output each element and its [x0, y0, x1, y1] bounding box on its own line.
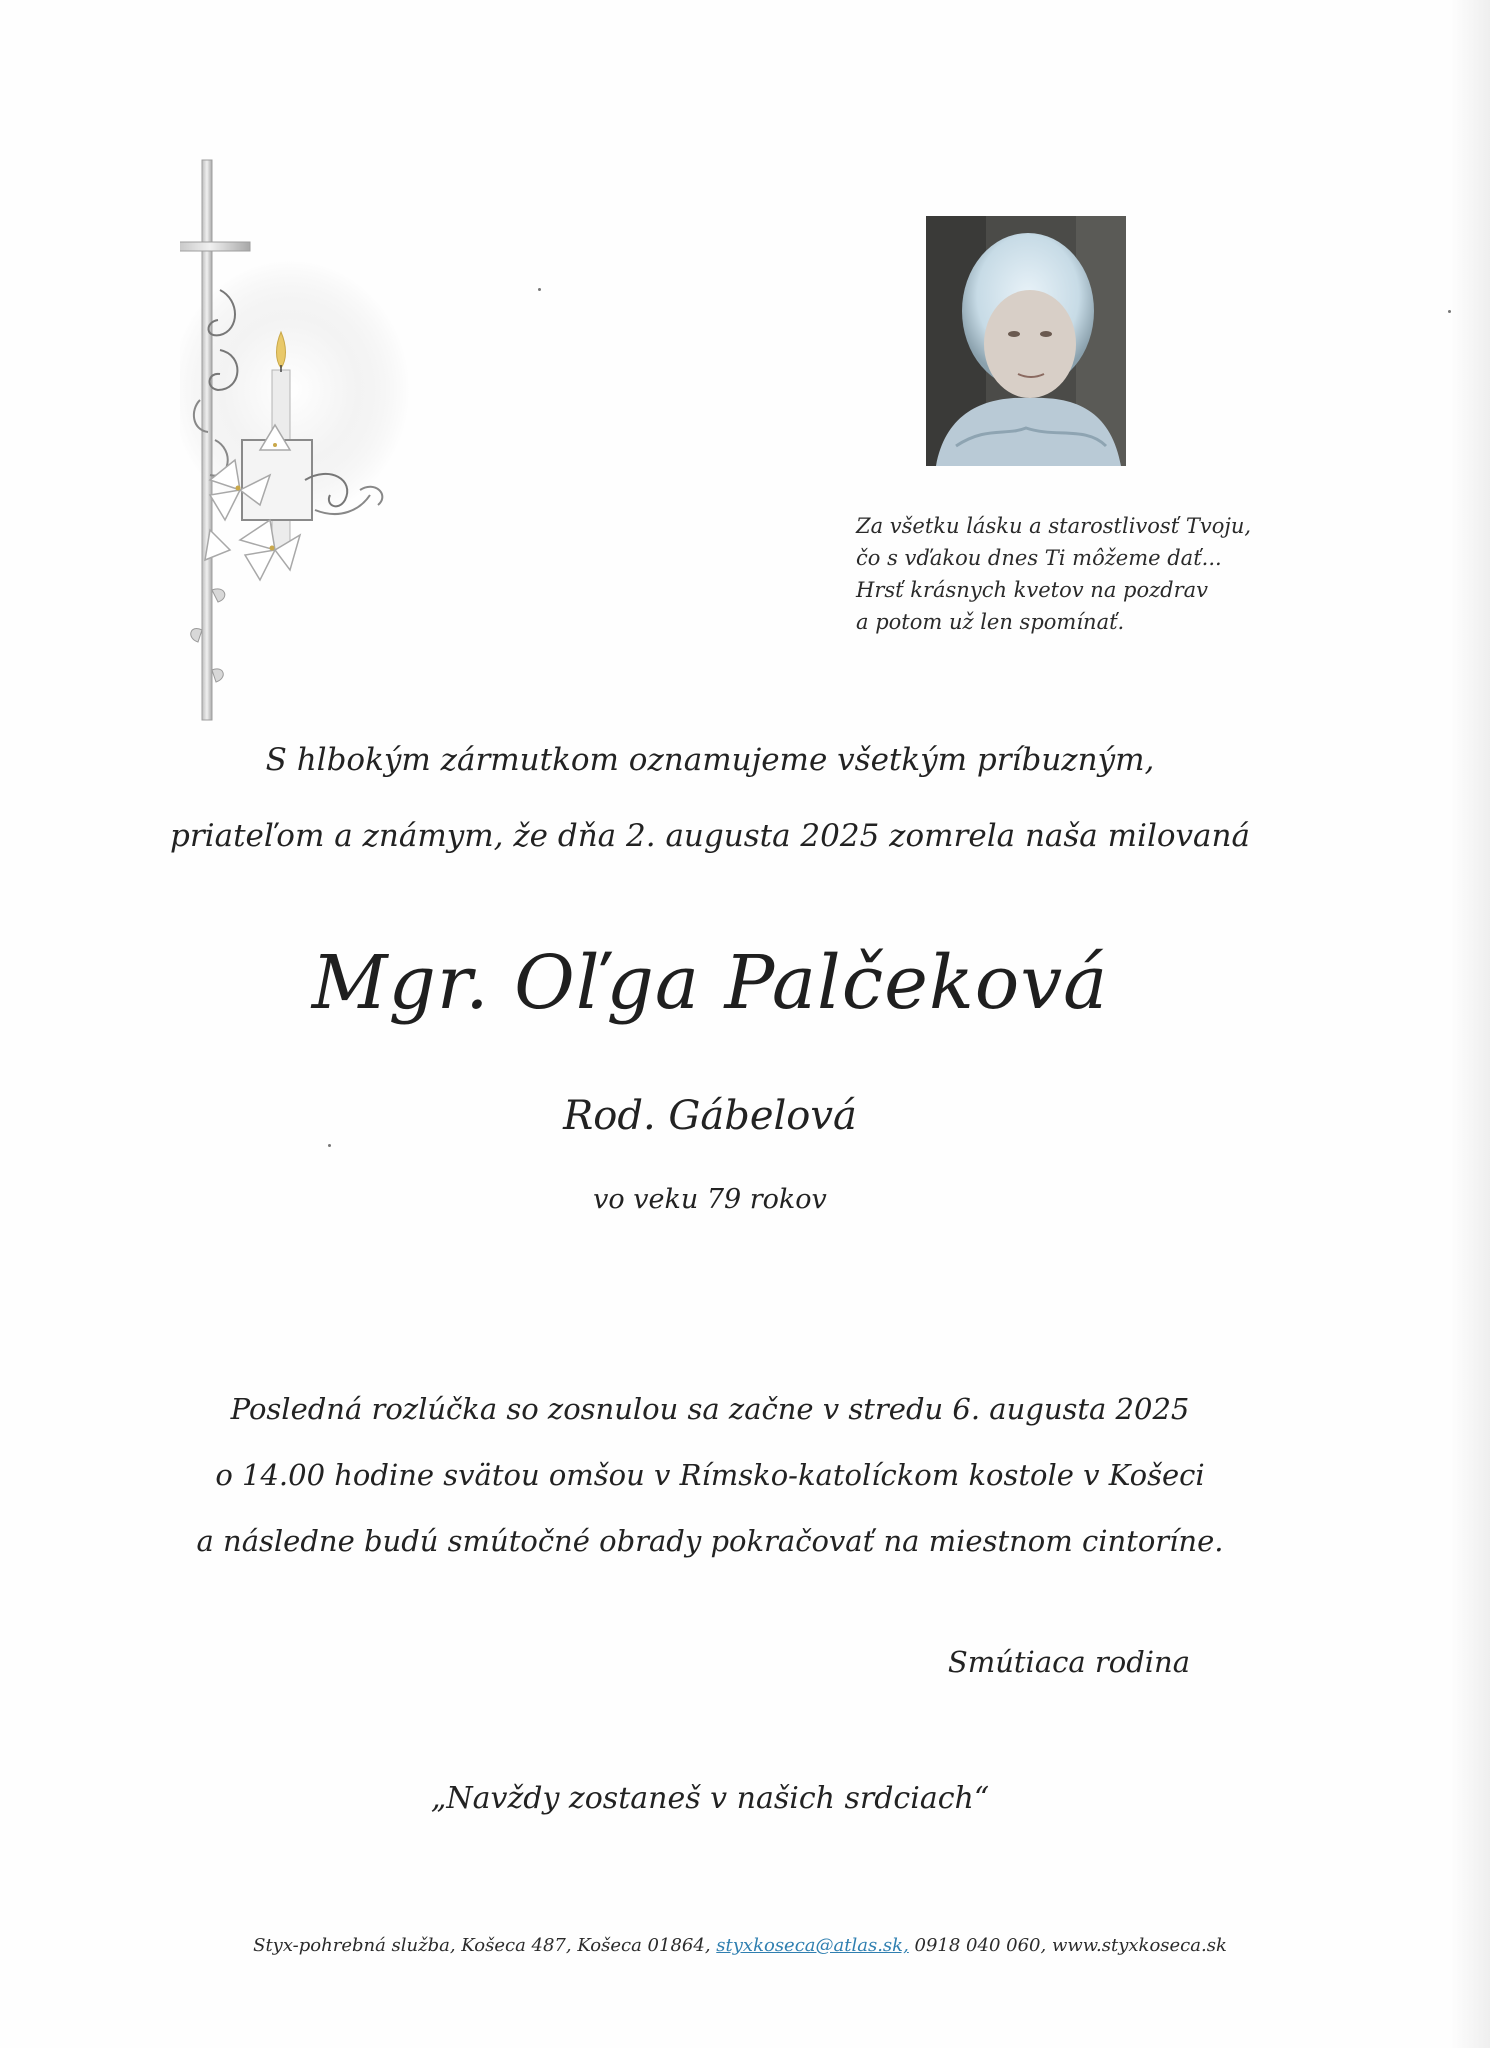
verse-line: Hrsť krásnych kvetov na pozdrav	[856, 578, 1209, 602]
portrait-photo	[926, 216, 1126, 466]
family-signature: Smútiaca rodina	[947, 1645, 1190, 1679]
cross-candle-lily-icon	[180, 150, 460, 750]
website-link[interactable]: www.styxkoseca.sk	[1051, 1935, 1227, 1956]
verse-line: čo s vďakou dnes Ti môžeme dať...	[856, 546, 1222, 570]
verse-line: Za všetku lásku a starostlivosť Tvoju,	[856, 514, 1252, 538]
funeral-details	[0, 1376, 1420, 1574]
email-link[interactable]: styxkoseca@atlas.sk,	[716, 1935, 909, 1956]
announcement-line: priateľom a známym, že dňa 2. augusta 2025 zomrela naša milovaná	[170, 818, 1250, 854]
funeral-line: o 14.00 hodine svätou omšou v Rímsko-katolíckom kostole v Košeci	[215, 1458, 1205, 1492]
scan-edge-shadow	[1450, 0, 1490, 2048]
announcement-text	[0, 722, 1420, 874]
funeral-line: a následne budú smútočné obrady pokračovať na miestnom cintoríne.	[196, 1524, 1224, 1558]
funeral-service-footer	[0, 1932, 1480, 1960]
scan-speck	[328, 1144, 331, 1147]
company-info: Styx-pohrebná služba, Košeca 487, Košeca 01864,	[253, 1935, 711, 1956]
verse-line: a potom už len spomínať.	[856, 610, 1125, 634]
scan-speck	[538, 288, 541, 291]
announcement-line: S hlbokým zármutkom oznamujeme všetkým príbuzným,	[265, 742, 1155, 778]
phone-number: 0918 040 060,	[914, 1935, 1047, 1956]
age-text: vo veku 79 rokov	[593, 1184, 827, 1215]
funeral-line: Posledná rozlúčka so zosnulou sa začne v stredu 6. augusta 2025	[230, 1392, 1190, 1426]
scan-speck	[1448, 310, 1451, 313]
maiden-name: Rod. Gábelová	[563, 1093, 857, 1139]
deceased-name: Mgr. Oľga Palčeková	[311, 940, 1109, 1026]
memorial-motto: „Navždy zostaneš v našich srdciach“	[430, 1781, 990, 1816]
memorial-verse	[856, 510, 1276, 638]
